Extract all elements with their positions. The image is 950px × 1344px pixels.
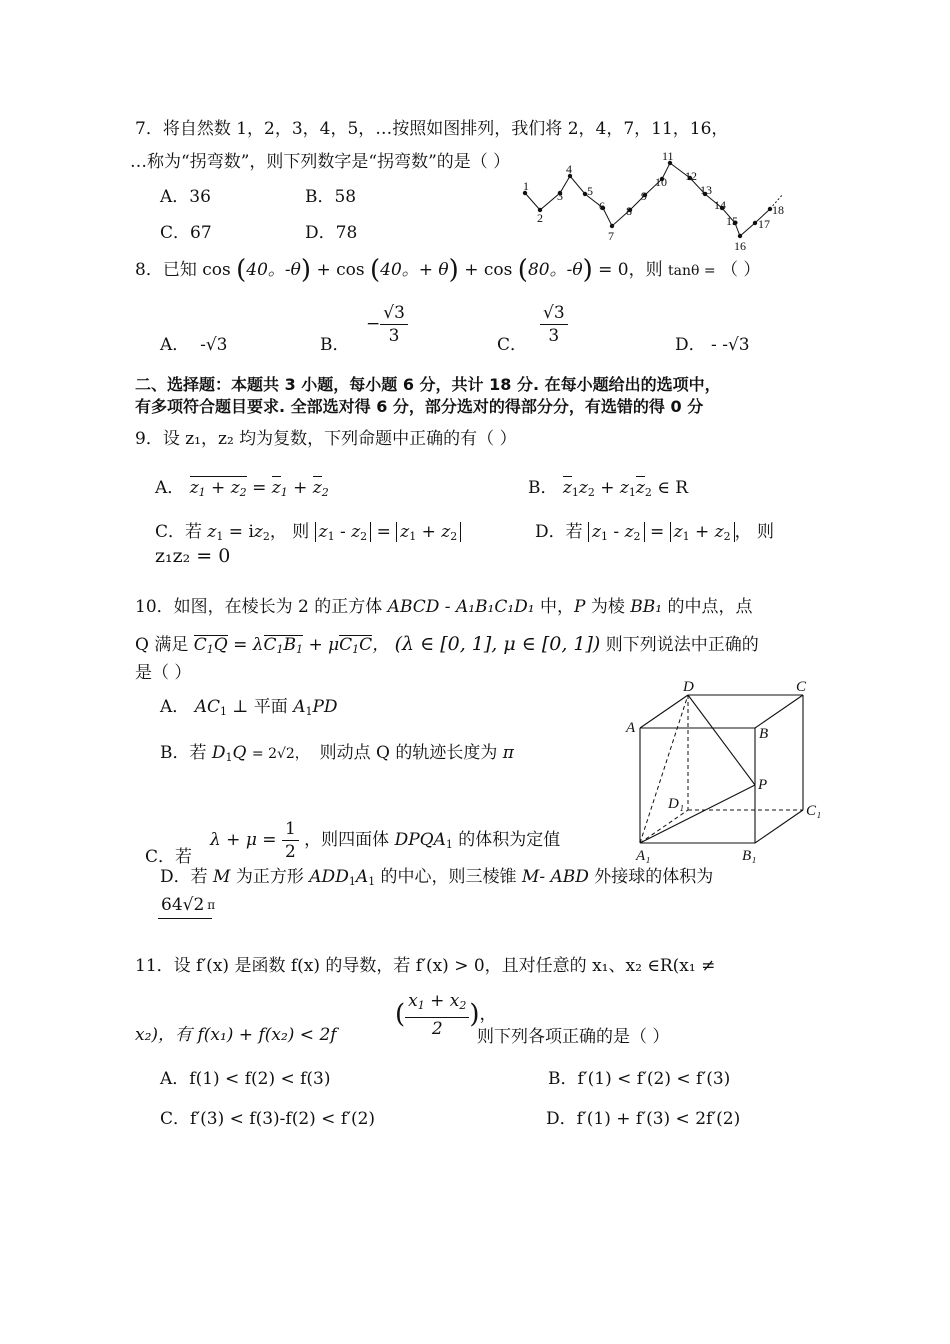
q9-option-d: D．若 $z_1 - z_2 = z_1 + z_2$ ， 则 [535,522,775,543]
q11-option-a: A．f(1) < f(2) < f(3) [160,1069,331,1089]
zigzag-num: 17 [758,217,770,231]
q8-option-b-label: B． [320,335,350,355]
zigzag-num: 14 [714,198,726,212]
q10-stem-line1: 10．如图，在棱长为 2 的正方体 ABCD - A₁B₁C₁D₁ 中，P 为棱 BB₁ 的中点，点 [135,597,753,617]
zigzag-num: 1 [523,179,529,193]
q8-option-a: A． -√3 [160,335,228,355]
q11-stem-line1: 11．设 f′(x) 是函数 f(x) 的导数，若 f′(x) > 0，且对任意的 x₁、x₂ ∈R(x₁ ≠ [135,956,716,976]
q11-stem-line2-end: 则下列各项正确的是（ ） [477,1027,670,1047]
zigzag-num: 13 [700,183,712,197]
q10-option-c: λ + μ = $\frac{1}{2}$ ，则四面体 $DPQA_1$ 的体积为定值 [210,819,561,862]
zigzag-num: 5 [587,184,593,198]
cube-label: B [759,726,769,742]
zigzag-num: 2 [537,211,543,225]
q11-option-b: B．f′(1) < f′(2) < f′(3) [548,1069,731,1089]
q8-stem: 8．已知 cos (40。-θ) + cos (40。+ θ) + cos (80。-θ) = 0，则 tanθ = （ ） [135,255,761,285]
cube-label: B₁ [742,848,757,864]
cube-label: D [683,680,694,695]
zigzag-num: 15 [726,214,738,228]
cube-label: A [626,720,636,736]
zigzag-num: 18 [772,203,784,217]
cube-label: C₁ [806,803,822,819]
q8-option-d: D． - -√3 [675,335,750,355]
cube-label: A₁ [636,848,651,864]
zigzag-num: 7 [608,229,614,243]
zigzag-num: 4 [566,162,572,176]
section2-heading-line2: 有多项符合题目要求. 全部选对得 6 分，部分选对的得部分分，有选错的得 0 分 [135,397,704,416]
q7-option-b: B．58 [305,187,357,207]
q10-stem-line3: 是（ ） [135,663,192,683]
q9-option-a: A． $z_1 + z_2 = z_1 + z_2$ [155,478,329,499]
section2-heading-line1: 二、选择题：本题共 3 小题，每小题 6 分，共计 18 分. 在每小题给出的选项中， [135,375,721,394]
q7-option-c: C．67 [160,223,212,243]
q10-option-c-label: C．若 [145,847,193,867]
q10-option-d-value: 64√2 π [161,894,216,915]
q11-option-d: D．f′(1) + f′(3) < 2f′(2) [546,1109,741,1129]
q8-option-c-value: $\frac{√3}{3}$ [540,302,568,347]
zigzag-num: 12 [685,169,697,183]
q11-stem-line2: x₂)，有 f(x₁) + f(x₂) < 2f [135,1025,337,1045]
q7-stem-line1: 7．将自然数 1，2，3，4，5，…按照如图排列，我们将 2，4，7，11，16， [135,119,729,139]
q9-stem: 9．设 z₁，z₂ 均为复数，下列命题中正确的有（ ） [135,429,517,449]
cube-label: D₁ [668,796,685,812]
q10-option-b: B．若 $D_1Q = 2√2$， 则动点 Q 的轨迹长度为 π [160,743,514,764]
zigzag-num: 10 [655,175,667,189]
q9-option-b: B． $z_1z_2 + z_1z_2$ ∈ R [528,478,689,499]
q9-option-c: C．若 $z_1 = iz_2$， 则 $z_1 - z_2 = z_1 + z_2$ [155,521,461,548]
zigzag-num: 11 [662,149,674,163]
zigzag-num: 8 [626,204,632,218]
q10-option-d: D．若 M 为正方形 $ADD_1A_1$ 的中心，则三棱锥 M- ABD 外接球的体积为 [160,867,714,888]
zigzag-num: 6 [599,199,605,213]
q7-stem-line2: …称为“拐弯数”，则下列数字是“拐弯数”的是（ ） [130,152,511,172]
q8-option-c-label: C． [497,335,528,355]
q9-option-d-result: z₁z₂ = 0 [155,545,231,567]
q11-option-c: C．f′(3) < f(3)-f(2) < f′(2) [160,1109,376,1129]
zigzag-num: 16 [734,239,746,253]
q7-option-a: A．36 [160,187,211,207]
q8-option-b-value: − $\frac{√3}{3}$ [366,302,408,347]
zigzag-num: 3 [557,189,563,203]
zigzag-num: 9 [641,189,647,203]
q10-option-a: A． $AC_1$ ⊥ 平面 $A_1PD$ [160,697,338,718]
q7-zigzag-figure [515,148,795,253]
q10-stem-line2: Q 满足 $C_1Q = \lambda C_1B_1 + \mu C_1C$， (λ ∈ [0, 1], μ ∈ [0, 1]) 则下列说法中正确的 [135,633,759,661]
q10-cube-figure [620,680,830,870]
cube-label: P [758,777,768,793]
q11-fraction: ( $\frac{x_1 + x_2}{2}$ )， [395,991,497,1039]
q10-d-fraction-bar [158,918,212,919]
cube-label: C [796,680,807,695]
q7-option-d: D．78 [305,223,358,243]
